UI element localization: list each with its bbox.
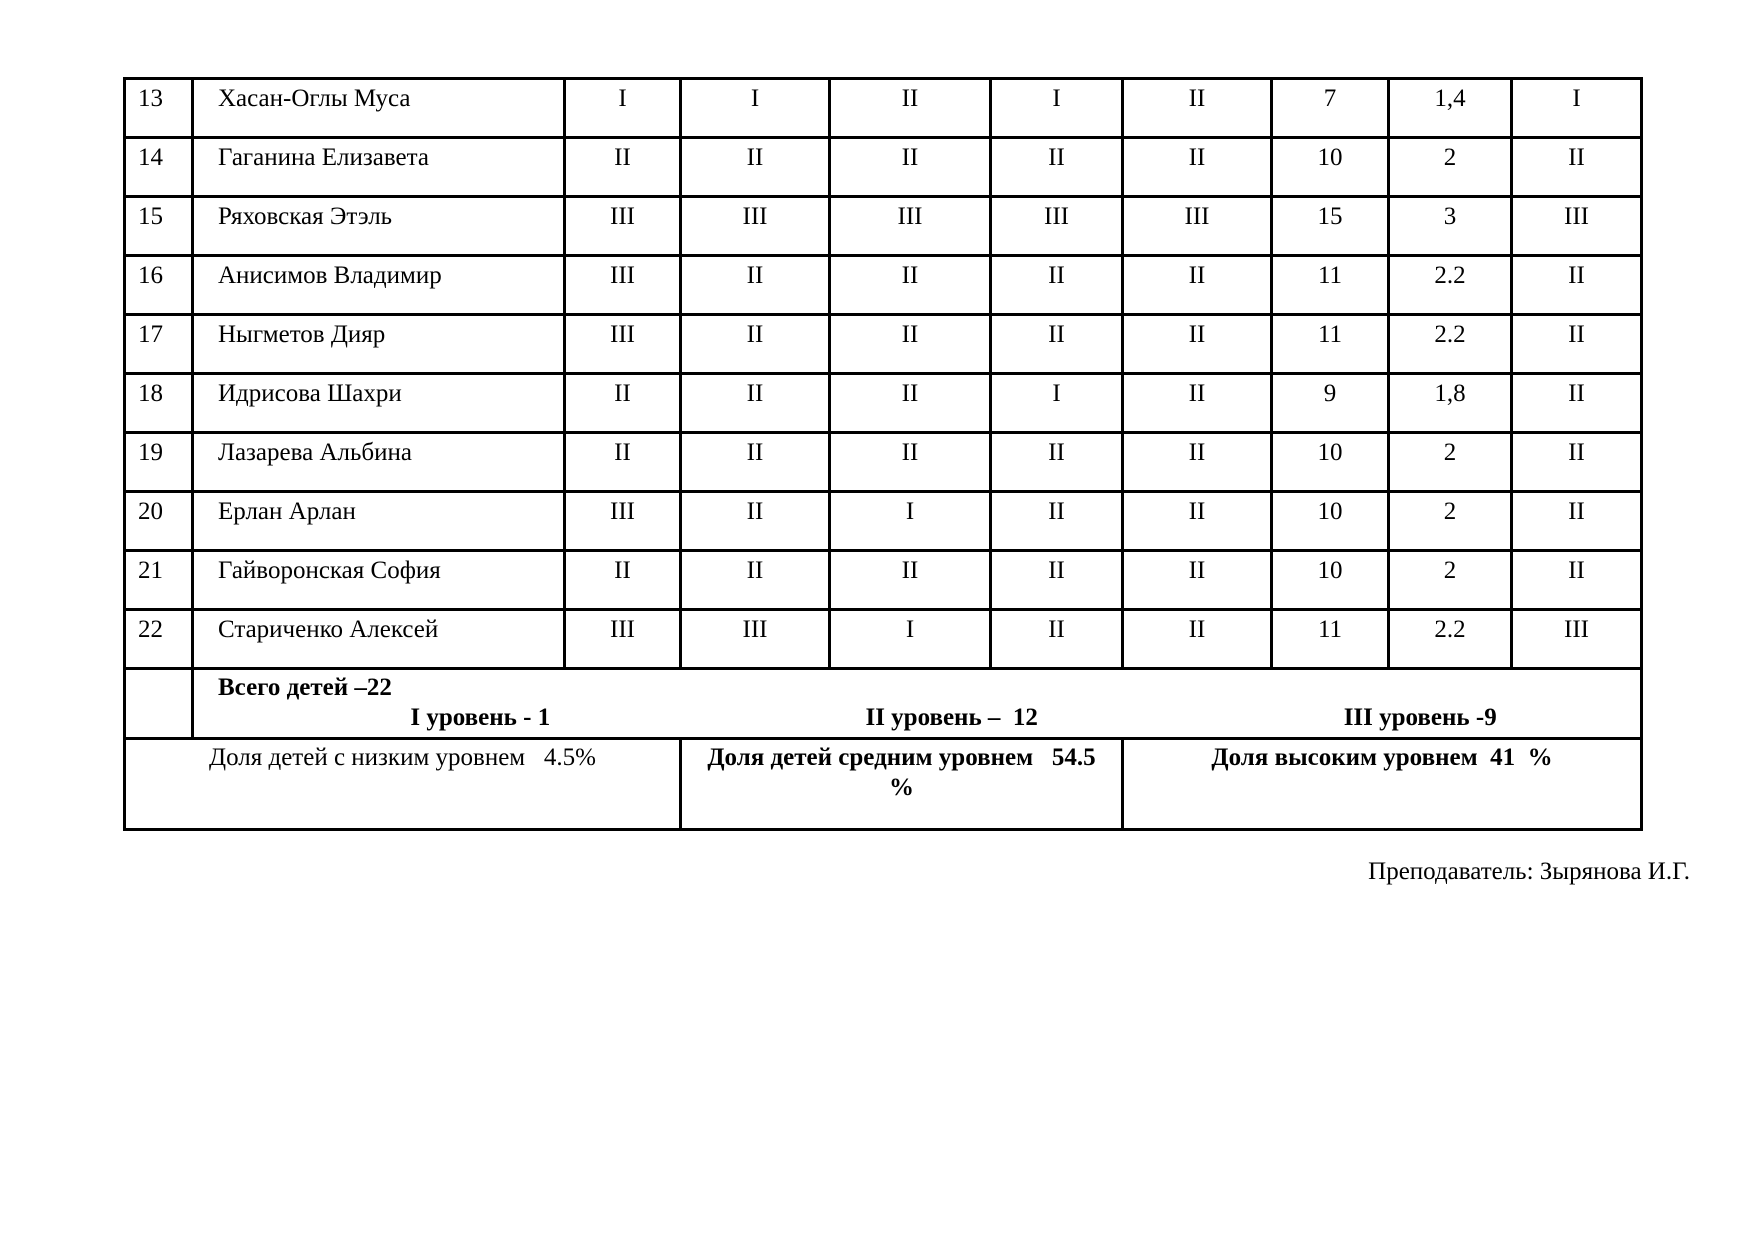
level-cell: II [681, 433, 830, 492]
level-cell: III [1123, 197, 1272, 256]
final-level-cell: II [1512, 433, 1642, 492]
student-name-cell: Гаганина Елизавета [193, 138, 565, 197]
level-cell: II [681, 138, 830, 197]
final-level-cell: II [1512, 138, 1642, 197]
table-row [125, 433, 1642, 492]
average-cell: 2 [1389, 433, 1512, 492]
summary-cell [193, 669, 1642, 739]
score-cell: 7 [1272, 79, 1389, 138]
score-cell: 10 [1272, 433, 1389, 492]
score-cell: 15 [1272, 197, 1389, 256]
level-cell: III [565, 492, 681, 551]
level-cell: II [681, 256, 830, 315]
assessment-table [123, 77, 1643, 831]
teacher-signature: Преподаватель: Зырянова И.Г. [1368, 858, 1690, 885]
level-cell: II [1123, 138, 1272, 197]
level-3-count: III уровень -9 [1343, 704, 1497, 731]
level-cell: I [991, 374, 1123, 433]
level-cell: II [681, 492, 830, 551]
row-number-cell: 22 [125, 610, 193, 669]
share-low-level-cell: Доля детей с низким уровнем 4.5% [125, 739, 681, 830]
level-1-count: I уровень - 1 [410, 704, 551, 731]
score-cell: 11 [1272, 256, 1389, 315]
average-cell: 2 [1389, 138, 1512, 197]
average-cell: 2.2 [1389, 256, 1512, 315]
summary-row [125, 669, 1642, 739]
level-cell: I [830, 610, 991, 669]
level-cell: II [991, 610, 1123, 669]
level-cell: II [681, 315, 830, 374]
final-level-cell: II [1512, 374, 1642, 433]
student-name-cell: Стариченко Алексей [193, 610, 565, 669]
student-name-cell: Ряховская Этэль [193, 197, 565, 256]
level-cell: II [991, 551, 1123, 610]
student-name-cell: Ныгметов Дияр [193, 315, 565, 374]
average-cell: 1,8 [1389, 374, 1512, 433]
table-row [125, 492, 1642, 551]
score-cell: 11 [1272, 610, 1389, 669]
table-row [125, 197, 1642, 256]
row-number-cell: 15 [125, 197, 193, 256]
level-cell: II [565, 433, 681, 492]
student-name-cell: Лазарева Альбина [193, 433, 565, 492]
level-cell: II [1123, 551, 1272, 610]
level-cell: II [1123, 315, 1272, 374]
table-row [125, 551, 1642, 610]
score-cell: 11 [1272, 315, 1389, 374]
level-cell: II [565, 138, 681, 197]
score-cell: 9 [1272, 374, 1389, 433]
row-number-cell: 14 [125, 138, 193, 197]
summary-empty-cell [125, 669, 193, 739]
level-cell: II [1123, 492, 1272, 551]
student-name-cell: Анисимов Владимир [193, 256, 565, 315]
final-level-cell: III [1512, 197, 1642, 256]
table-row [125, 79, 1642, 138]
level-cell: II [830, 551, 991, 610]
level-cell: I [565, 79, 681, 138]
row-number-cell: 21 [125, 551, 193, 610]
level-cell: II [991, 256, 1123, 315]
share-row [125, 739, 1642, 830]
average-cell: 2 [1389, 551, 1512, 610]
level-cell: II [830, 433, 991, 492]
level-cell: I [830, 492, 991, 551]
table-row [125, 315, 1642, 374]
level-cell: III [565, 256, 681, 315]
row-number-cell: 18 [125, 374, 193, 433]
level-cell: III [991, 197, 1123, 256]
level-cell: III [681, 610, 830, 669]
average-cell: 1,4 [1389, 79, 1512, 138]
level-cell: II [830, 315, 991, 374]
level-cell: II [991, 433, 1123, 492]
level-cell: II [565, 374, 681, 433]
student-name-cell: Хасан-Оглы Муса [193, 79, 565, 138]
level-cell: I [991, 79, 1123, 138]
level-cell: II [565, 551, 681, 610]
level-cell: II [1123, 433, 1272, 492]
level-cell: III [830, 197, 991, 256]
level-cell: I [681, 79, 830, 138]
final-level-cell: II [1512, 315, 1642, 374]
row-number-cell: 16 [125, 256, 193, 315]
score-cell: 10 [1272, 551, 1389, 610]
final-level-cell: I [1512, 79, 1642, 138]
level-cell: II [1123, 610, 1272, 669]
share-mid-level-cell: Доля детей средним уровнем 54.5 % [681, 739, 1123, 830]
student-name-cell: Идрисова Шахри [193, 374, 565, 433]
level-cell: II [991, 315, 1123, 374]
level-cell: II [681, 374, 830, 433]
table-row [125, 256, 1642, 315]
level-cell: II [1123, 374, 1272, 433]
score-cell: 10 [1272, 492, 1389, 551]
level-cell: III [565, 610, 681, 669]
level-cell: II [830, 79, 991, 138]
share-high-level-cell: Доля высоким уровнем 41 % [1123, 739, 1642, 830]
level-cell: II [830, 138, 991, 197]
table-row [125, 374, 1642, 433]
level-cell: II [991, 138, 1123, 197]
level-cell: III [565, 197, 681, 256]
row-number-cell: 20 [125, 492, 193, 551]
table-row [125, 138, 1642, 197]
table-row [125, 610, 1642, 669]
level-cell: III [681, 197, 830, 256]
average-cell: 2.2 [1389, 610, 1512, 669]
level-cell: II [830, 374, 991, 433]
level-cell: II [681, 551, 830, 610]
level-2-count: II уровень – 12 [865, 704, 1038, 731]
level-cell: II [830, 256, 991, 315]
student-name-cell: Гайворонская София [193, 551, 565, 610]
student-name-cell: Ерлан Арлан [193, 492, 565, 551]
total-children-label: Всего детей –22 [218, 674, 392, 701]
score-cell: 10 [1272, 138, 1389, 197]
level-cell: II [1123, 256, 1272, 315]
final-level-cell: II [1512, 492, 1642, 551]
row-number-cell: 17 [125, 315, 193, 374]
final-level-cell: II [1512, 551, 1642, 610]
level-cell: II [1123, 79, 1272, 138]
final-level-cell: II [1512, 256, 1642, 315]
average-cell: 2.2 [1389, 315, 1512, 374]
level-cell: III [565, 315, 681, 374]
level-cell: II [991, 492, 1123, 551]
level-counts-line [194, 703, 1640, 737]
row-number-cell: 13 [125, 79, 193, 138]
average-cell: 3 [1389, 197, 1512, 256]
final-level-cell: III [1512, 610, 1642, 669]
average-cell: 2 [1389, 492, 1512, 551]
row-number-cell: 19 [125, 433, 193, 492]
